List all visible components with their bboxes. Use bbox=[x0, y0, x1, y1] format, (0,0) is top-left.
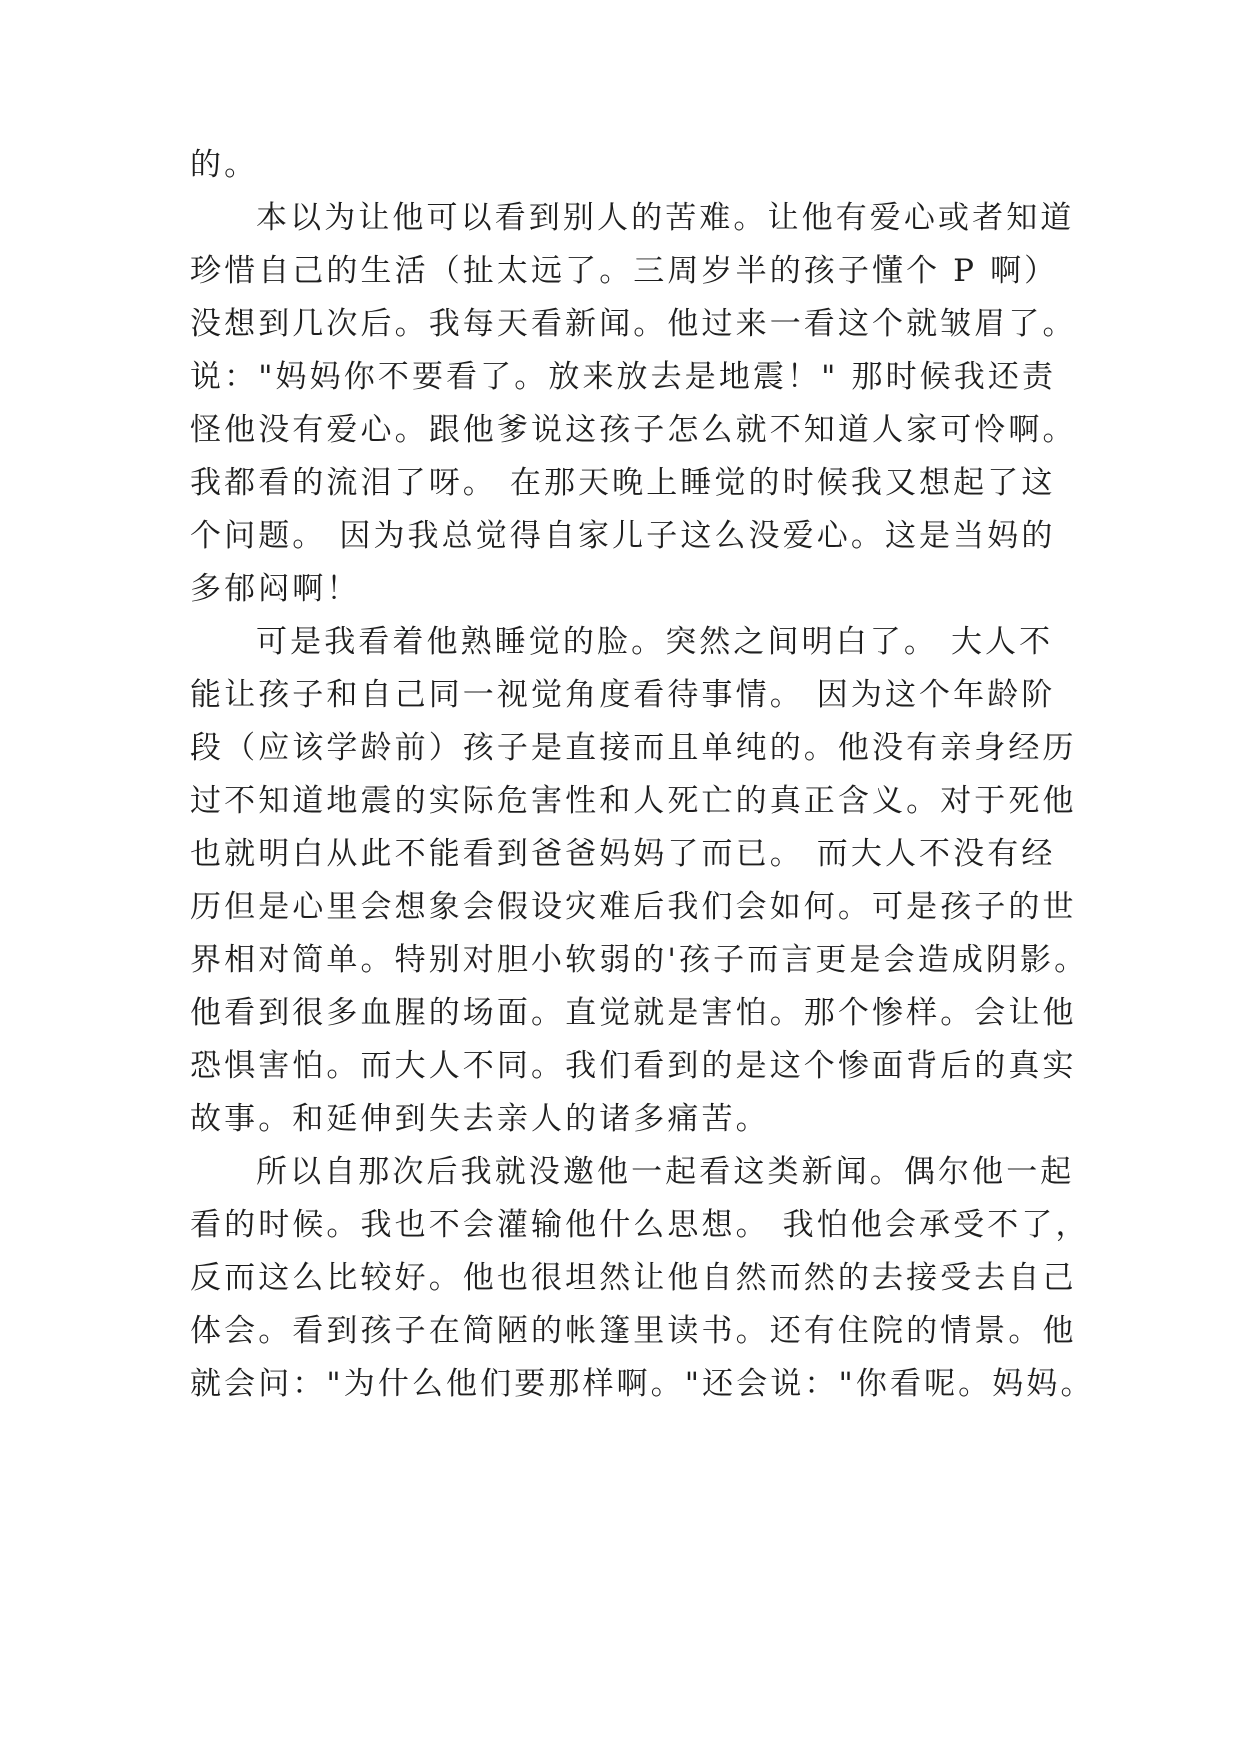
text-line: 体会。看到孩子在简陋的帐篷里读书。还有住院的情景。他 bbox=[190, 1313, 1077, 1349]
text-line: 我都看的流泪了呀。 在那天晚上睡觉的时候我又想起了这 bbox=[190, 465, 1056, 501]
text-line: 看的时候。我也不会灌输他什么思想。 我怕他会承受不了， bbox=[190, 1207, 1090, 1243]
text-line: 段（应该学龄前）孩子是直接而且单纯的。他没有亲身经历 bbox=[190, 730, 1077, 766]
paragraph-start-line: 所以自那次后我就没邀他一起看这类新闻。偶尔他一起 bbox=[256, 1154, 1075, 1190]
text-line: 能让孩子和自己同一视觉角度看待事情。 因为这个年龄阶 bbox=[190, 677, 1056, 713]
text-line: 也就明白从此不能看到爸爸妈妈了而已。 而大人不没有经 bbox=[190, 836, 1056, 872]
text-line: 反而这么比较好。他也很坦然让他自然而然的去接受去自己 bbox=[190, 1260, 1077, 1296]
text-line: 界相对简单。特别对胆小软弱的'孩子而言更是会造成阴影。 bbox=[190, 942, 1089, 978]
paragraph-start-line: 可是我看着他熟睡觉的脸。突然之间明白了。 大人不 bbox=[256, 624, 1054, 660]
text-line: 的。 bbox=[190, 147, 259, 183]
text-line: 历但是心里会想象会假设灾难后我们会如何。可是孩子的世 bbox=[190, 889, 1077, 925]
text-line: 他看到很多血腥的场面。直觉就是害怕。那个惨样。会让他 bbox=[190, 995, 1077, 1031]
text-line: 个问题。 因为我总觉得自家儿子这么没爱心。这是当妈的 bbox=[190, 518, 1056, 554]
text-line: 说："妈妈你不要看了。放来放去是地震！" 那时候我还责 bbox=[190, 359, 1057, 395]
text-line: 恐惧害怕。而大人不同。我们看到的是这个惨面背后的真实 bbox=[190, 1048, 1077, 1084]
text-line: 故事。和延伸到失去亲人的诸多痛苦。 bbox=[190, 1101, 770, 1137]
text-line: 多郁闷啊！ bbox=[190, 571, 361, 607]
text-line: 过不知道地震的实际危害性和人死亡的真正含义。对于死他 bbox=[190, 783, 1077, 819]
text-line: 怪他没有爱心。跟他爹说这孩子怎么就不知道人家可怜啊。 bbox=[190, 412, 1077, 448]
text-line: 没想到几次后。我每天看新闻。他过来一看这个就皱眉了。 bbox=[190, 306, 1077, 342]
text-line: 就会问："为什么他们要那样啊。"还会说："你看呢。妈妈。 bbox=[190, 1366, 1095, 1402]
paragraph-start-line: 本以为让他可以看到别人的苦难。让他有爱心或者知道 bbox=[256, 200, 1075, 236]
text-line: 珍惜自己的生活（扯太远了。三周岁半的孩子懂个 P 啊） bbox=[190, 253, 1059, 289]
